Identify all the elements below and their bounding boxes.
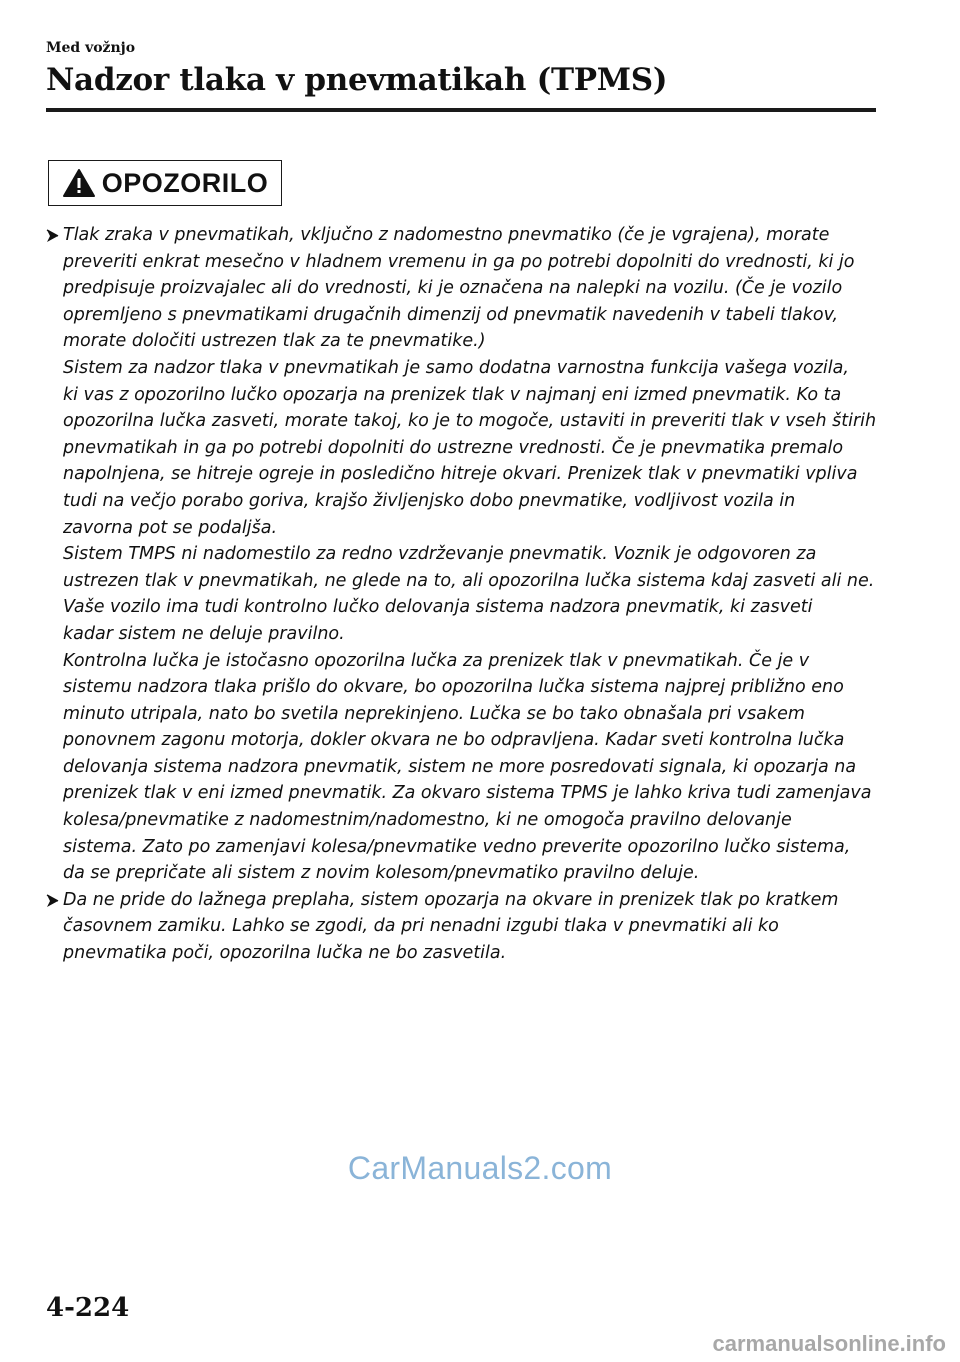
section-label: Med vožnjo — [46, 40, 136, 56]
warning-content — [46, 218, 878, 967]
page-number: 4-224 — [46, 1293, 130, 1323]
bullet-item — [46, 887, 878, 967]
arrow-bullet-icon — [46, 229, 63, 243]
watermark: CarManuals2.com — [347, 1150, 613, 1186]
paragraph: Kontrolna lučka je istočasno opozorilna lučka za prenizek tlak v pnevmatikah. Če je v sistemu nadzora tlaka prišlo do okvare, bo opozorilna lučka sistema najprej približno eno minuto utripala, nato bo svetila neprekinjeno. Lučka se bo tako obnašala pri vsakem ponovnem zagonu motorja, dokler okvara ne bo odpravljena. Kadar sveti kontrolna lučka delovanja sistema nadzora pnevmatik, sistem ne more posredovati signala, ki opozarja na prenizek tlak v eni izmed pnevmatik. Za okvaro sistema TPMS je lahko kriva tudi zamenjava kolesa/pnevmatike z nadomestnim/nadomestno, ki ne omogoča pravilno delovanje sistema. Zato po zamenjavi kolesa/pnevmatike vedno preverite opozorilno lučko sistema, da se prepričate ali sistem z novim kolesom/pnevmatiko pravilno deluje. — [63, 650, 872, 884]
paragraph: Da ne pride do lažnega preplaha, sistem opozarja na okvare in prenizek tlak po kratkem časovnem zamiku. Lahko se zgodi, da pri nenadni izgubi tlaka v pnevmatiki ali ko pnevmatika poči, opozorilna lučka ne bo zasvetila. — [63, 889, 839, 964]
page-title: Nadzor tlaka v pnevmatikah (TPMS) — [46, 62, 668, 98]
paragraph: Tlak zraka v pnevmatikah, vključno z nadomestno pnevmatiko (če je vgrajena), morate preveriti enkrat mesečno v hladnem vremenu in ga po potrebi dopolniti do vrednosti, ki jo predpisuje proizvajalec ali do vrednosti, ki je označena na nalepki na vozilu. (Če je vozilo opremljeno s pnevmatikami drugačnih dimenzij od pnevmatik navedenih v tabeli tlakov, morate določiti ustrezen tlak za te pnevmatike.) — [63, 225, 855, 352]
warning-box — [48, 160, 282, 206]
arrow-bullet-icon — [46, 894, 63, 908]
title-rule — [46, 108, 876, 112]
warning-triangle-icon — [62, 168, 96, 198]
footer-watermark: carmanualsonline.info — [712, 1331, 946, 1356]
bullet-body — [63, 222, 878, 887]
paragraph: Sistem TMPS ni nadomestilo za redno vzdrževanje pnevmatik. Voznik je odgovoren za ustrezen tlak v pnevmatikah, ne glede na to, ali opozorilna lučka sistema kdaj zasveti ali ne. Vaše vozilo ima tudi kontrolno lučko delovanja sistema nadzora pnevmatik, ki zasveti kadar sistem ne deluje pravilno. — [63, 544, 875, 644]
paragraph: Sistem za nadzor tlaka v pnevmatikah je samo dodatna varnostna funkcija vašega vozila, ki vas z opozorilno lučko opozarja na prenizek tlak v najmanj eni izmed pnevmatik. Ko ta opozorilna lučka zasveti, morate takoj, ko je to mogoče, ustaviti in preveriti tlak v vseh štirih pnevmatikah in ga po potrebi dopolniti do ustrezne vrednosti. Če je pnevmatika premalo napolnjena, se hitreje ogreje in posledično hitreje okvari. Prenizek tlak v pnevmatiki vpliva tudi na večjo porabo goriva, krajšo življenjsko dobo pnevmatike, vodljivost vozila in zavorna pot se podaljša. — [63, 357, 877, 538]
warning-label: OPOZORILO — [101, 167, 269, 198]
bullet-body — [63, 887, 878, 967]
bullet-item — [46, 222, 878, 887]
